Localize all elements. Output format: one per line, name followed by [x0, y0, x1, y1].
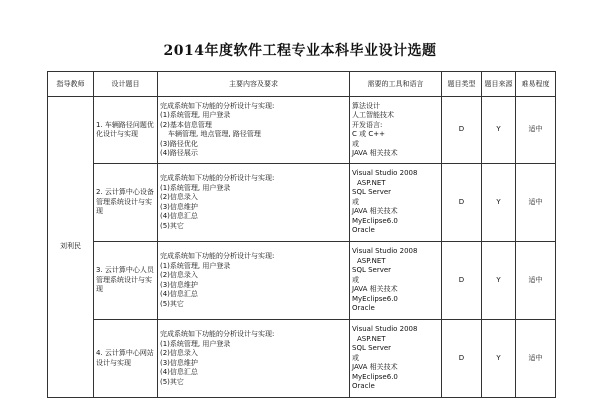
topic-type-cell: D	[442, 164, 482, 242]
tools-cell	[350, 242, 442, 320]
tools-line: JAVA 相关技术	[352, 285, 398, 294]
content-line: (3)信息维护	[160, 280, 198, 289]
tools-line: Oracle	[352, 226, 375, 235]
header-tools: 需要的工具和语言	[350, 72, 442, 97]
tools-line: Oracle	[352, 304, 375, 313]
content-line: (1)系统管理, 用户登录	[160, 339, 231, 348]
tools-line: 或	[352, 197, 359, 206]
tools-line: JAVA 相关技术	[352, 363, 398, 372]
tools-line: Oracle	[352, 382, 375, 391]
tools-line: 或	[352, 275, 359, 284]
topic-type-cell: D	[442, 320, 482, 398]
tools-line: Visual Studio 2008	[352, 325, 418, 334]
source-cell: Y	[482, 320, 516, 398]
content-line: (2)信息录入	[160, 349, 198, 357]
tools-line: MyEclipse6.0	[352, 294, 398, 303]
source-cell: Y	[482, 242, 516, 320]
tools-line: MyEclipse6.0	[352, 372, 398, 381]
tools-line: ASP.NET	[357, 256, 386, 265]
source-cell: Y	[482, 97, 516, 164]
tools-line: SQL Server	[352, 344, 392, 353]
table-header	[48, 72, 556, 97]
content-line: 完成系统如下功能的分析设计与实现:	[160, 330, 275, 338]
tools-line: 或	[352, 139, 359, 148]
content-line: (5)其它	[160, 299, 184, 308]
difficulty-cell: 适中	[516, 97, 556, 164]
tools-line: Visual Studio 2008	[352, 169, 418, 178]
tools-line: SQL Server	[352, 266, 392, 275]
table-row	[48, 97, 556, 164]
header-topic: 设计题目	[94, 72, 158, 97]
tools-line: Visual Studio 2008	[352, 247, 418, 256]
content-line: (5)其它	[160, 221, 184, 230]
difficulty-cell: 适中	[516, 320, 556, 398]
content-line: (4)路径展示	[160, 149, 198, 157]
header-difficulty: 难易程度	[516, 72, 556, 97]
table-row	[48, 320, 556, 398]
topic-type-cell: D	[442, 97, 482, 164]
tools-line: 人工智能技术	[352, 111, 394, 119]
content-line: (1)系统管理, 用户登录	[160, 111, 231, 119]
source-cell: Y	[482, 164, 516, 242]
content-line: 车辆管理, 地点管理, 路径管理	[168, 130, 261, 138]
tools-line: C 或 C++	[352, 130, 385, 138]
content-line: (4)信息汇总	[160, 368, 198, 376]
content-line: (1)系统管理, 用户登录	[160, 261, 231, 270]
tools-line: JAVA 相关技术	[352, 149, 398, 157]
header-advisor: 指导教师	[48, 72, 94, 97]
header-content: 主要内容及要求	[158, 72, 350, 97]
difficulty-cell: 适中	[516, 164, 556, 242]
header-row	[48, 72, 556, 97]
content-line: (5)其它	[160, 377, 184, 386]
content-line: (4)信息汇总	[160, 290, 198, 298]
topic-cell: 2. 云计算中心设备管理系统设计与实现	[94, 164, 158, 242]
content-line: (2)信息录入	[160, 271, 198, 279]
content-line: (1)系统管理, 用户登录	[160, 183, 231, 192]
document-title: 2014年度软件工程专业本科毕业设计选题	[163, 43, 437, 59]
tools-line: JAVA 相关技术	[352, 207, 398, 216]
content-cell	[158, 242, 350, 320]
content-line: (3)信息维护	[160, 202, 198, 211]
table-row	[48, 164, 556, 242]
topic-cell: 3. 云计算中心人员管理系统设计与实现	[94, 242, 158, 320]
content-line: 完成系统如下功能的分析设计与实现:	[160, 252, 275, 260]
tools-line: 算法设计	[352, 101, 380, 110]
difficulty-cell: 适中	[516, 242, 556, 320]
tools-line: 开发语言:	[352, 120, 383, 129]
content-line: (4)信息汇总	[160, 212, 198, 220]
content-cell	[158, 97, 350, 164]
content-line: 完成系统如下功能的分析设计与实现:	[160, 174, 275, 182]
content-cell	[158, 164, 350, 242]
header-source: 题目来源	[482, 72, 516, 97]
table-row	[48, 242, 556, 320]
tools-line: ASP.NET	[357, 334, 386, 343]
advisor-cell: 刘利民	[48, 97, 94, 398]
tools-cell	[350, 320, 442, 398]
header-topic-type: 题目类型	[442, 72, 482, 97]
table-body	[48, 97, 556, 398]
tools-line: SQL Server	[352, 188, 392, 197]
tools-cell	[350, 164, 442, 242]
content-line: (2)基本信息管理	[160, 120, 212, 129]
tools-cell	[350, 97, 442, 164]
topic-type-cell: D	[442, 242, 482, 320]
topic-cell: 4. 云计算中心网站设计与实现	[94, 320, 158, 398]
tools-line: MyEclipse6.0	[352, 216, 398, 225]
topics-table	[47, 71, 556, 398]
content-line: (2)信息录入	[160, 193, 198, 201]
content-cell	[158, 320, 350, 398]
topic-cell: 1. 车辆路径问题优化设计与实现	[94, 97, 158, 164]
tools-line: 或	[352, 353, 359, 362]
content-line: (3)路径优化	[160, 139, 198, 148]
tools-line: ASP.NET	[357, 178, 386, 187]
content-line: (3)信息维护	[160, 358, 198, 367]
content-line: 完成系统如下功能的分析设计与实现:	[160, 101, 275, 110]
